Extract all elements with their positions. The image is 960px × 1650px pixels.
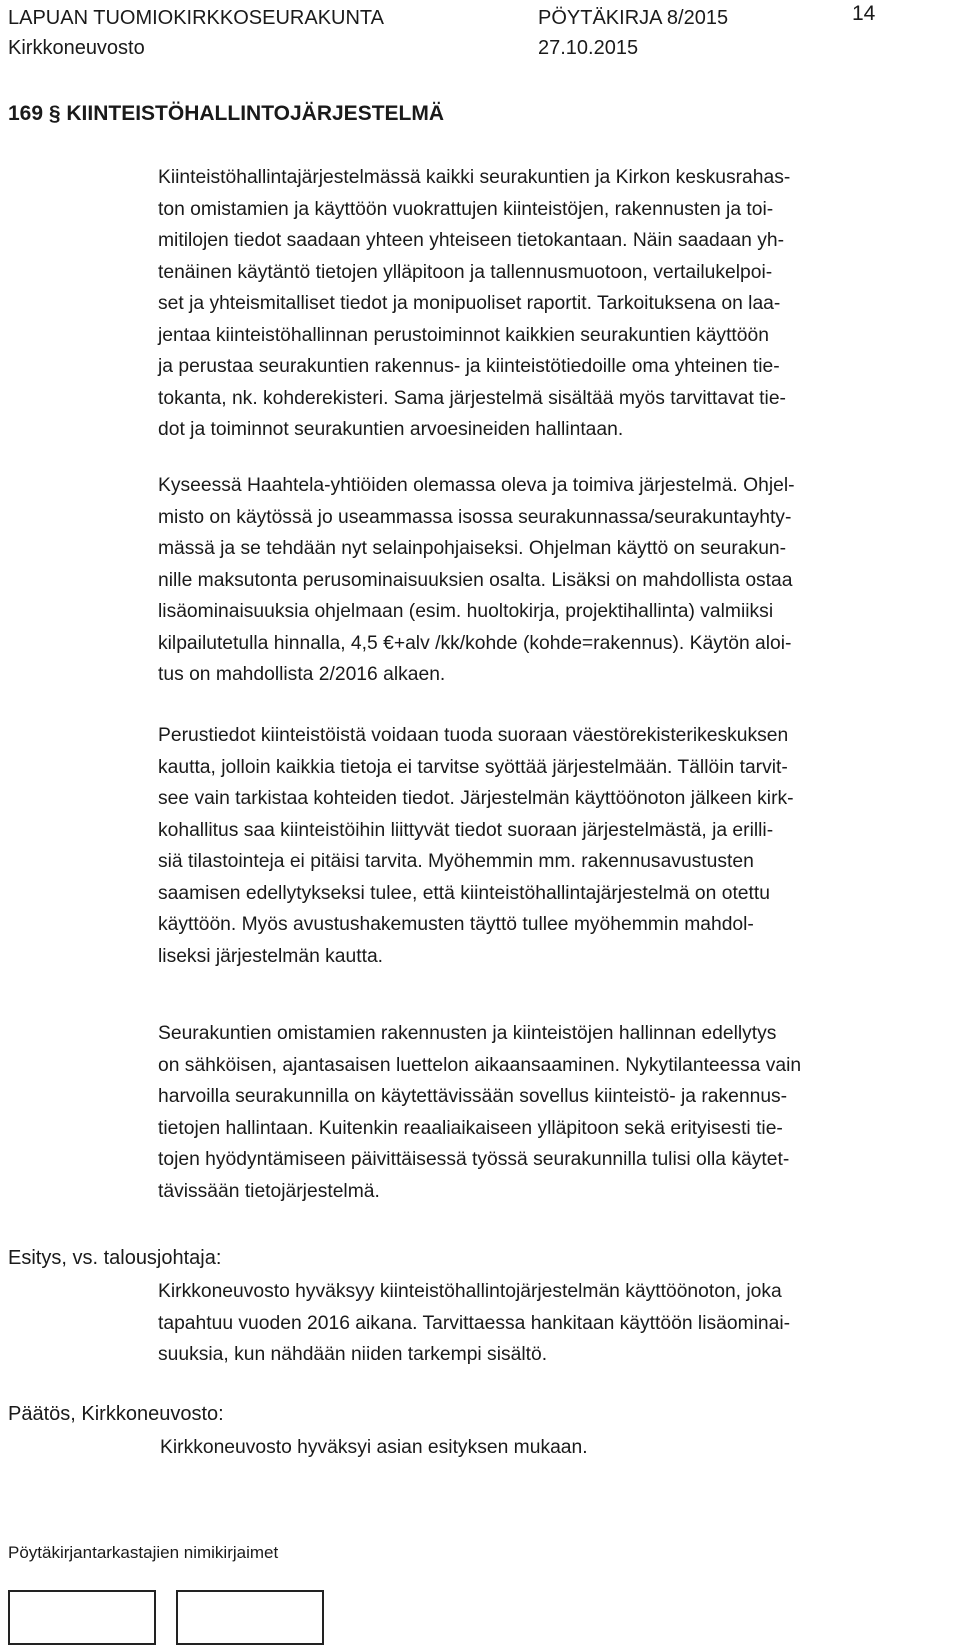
paragraph-line: lisäominaisuuksia ohjelmaan (esim. huoltokirja, projektihallinta) valmiiksi xyxy=(158,601,774,622)
proposal-text xyxy=(158,1276,948,1371)
paragraph-line: siä tilastointeja ei pitäisi tarvita. Myöhemmin mm. rakennusavustusten xyxy=(158,851,754,872)
header-body: Kirkkoneuvosto xyxy=(8,37,145,59)
paragraph-line: harvoilla seurakunnilla on käytettävissään sovellus kiinteistö- ja rakennus- xyxy=(158,1086,788,1107)
paragraph-line: saamisen edellytykseksi tulee, että kiinteistöhallintajärjestelmä on otettu xyxy=(158,882,770,904)
proposal-line: tapahtuu vuoden 2016 aikana. Tarvittaessa hankitaan käyttöön lisäominai- xyxy=(158,1312,791,1334)
paragraph-line: tenäinen käytäntö tietojen ylläpitoon ja tallennusmuotoon, vertailukelpoi- xyxy=(158,261,773,283)
paragraph-line: tokanta, nk. kohderekisteri. Sama järjestelmä sisältää myös tarvittavat tie- xyxy=(158,387,786,409)
paragraph-line: Seurakuntien omistamien rakennusten ja kiinteistöjen hallinnan edellytys xyxy=(158,1023,777,1044)
paragraph-line: mitilojen tiedot saadaan yhteen yhteiseen tietokantaan. Näin saadaan yh- xyxy=(158,230,784,251)
signature-box-2 xyxy=(176,1590,324,1645)
paragraph-line: Perustiedot kiinteistöistä voidaan tuoda suoraan väestörekisterikeskuksen xyxy=(158,725,789,746)
paragraph-line: mässä ja se tehdään nyt selainpohjaiseksi. Ohjelman käyttö on seurakun- xyxy=(158,538,787,559)
paragraph-line: kohallitus saa kiinteistöihin liittyvät tiedot suoraan järjestelmästä, ja erilli- xyxy=(158,819,774,841)
paragraph-line: kilpailutetulla hinnalla, 4,5 €+alv /kk/kohde (kohde=rakennus). Käytön aloi- xyxy=(158,632,792,654)
paragraph-line: Kyseessä Haahtela-yhtiöiden olemassa oleva ja toimiva järjestelmä. Ohjel- xyxy=(158,475,795,496)
paragraph-line: set ja yhteismitalliset tiedot ja monipuoliset raportit. Tarkoituksena on laa- xyxy=(158,293,781,314)
signature-label: Pöytäkirjantarkastajien nimikirjaimet xyxy=(8,1543,279,1562)
paragraph-line: kautta, jolloin kaikkia tietoja ei tarvitse syöttää järjestelmään. Tällöin tarvit- xyxy=(158,756,788,778)
paragraph-line: tietojen hallintaan. Kuitenkin reaaliaikaiseen ylläpitoon sekä erityisesti tie- xyxy=(158,1117,783,1139)
paragraph-line: nille maksutonta perusominaisuuksien osalta. Lisäksi on mahdollista ostaa xyxy=(158,569,793,591)
paragraph-line: see vain tarkistaa kohteiden tiedot. Järjestelmän käyttöönoton jälkeen kirk- xyxy=(158,788,794,809)
paragraph-line: ja perustaa seurakuntien rakennus- ja kiinteistötiedoille oma yhteinen tie- xyxy=(158,356,780,377)
header-document: PÖYTÄKIRJA 8/2015 xyxy=(538,7,729,29)
header-date: 27.10.2015 xyxy=(538,37,639,59)
paragraph-line: tus on mahdollista 2/2016 alkaen. xyxy=(158,664,446,685)
signature-box-1 xyxy=(8,1590,156,1645)
paragraph-3 xyxy=(158,720,948,972)
paragraph-line: tojen hyödyntämiseen päivittäisessä työssä seurakunnilla tulisi olla käytet- xyxy=(158,1149,790,1170)
paragraph-line: misto on käytössä jo useammassa isossa seurakunnassa/seurakuntayhty- xyxy=(158,506,792,528)
section-title: 169 § KIINTEISTÖHALLINTOJÄRJESTELMÄ xyxy=(8,102,445,125)
paragraph-line: Kiinteistöhallintajärjestelmässä kaikki seurakuntien ja Kirkon keskusrahas- xyxy=(158,167,791,188)
paragraph-line: dot ja toiminnot seurakuntien arvoesineiden hallintaan. xyxy=(158,419,624,440)
paragraph-line: liseksi järjestelmän kautta. xyxy=(158,945,384,967)
proposal-label: Esitys, vs. talousjohtaja: xyxy=(8,1247,222,1269)
decision-label: Päätös, Kirkkoneuvosto: xyxy=(8,1403,224,1425)
decision-line: Kirkkoneuvosto hyväksyi asian esityksen mukaan. xyxy=(160,1437,588,1458)
header-organization: LAPUAN TUOMIOKIRKKOSEURAKUNTA xyxy=(8,7,384,29)
paragraph-line: on sähköisen, ajantasaisen luettelon aikaansaaminen. Nykytilanteessa vain xyxy=(158,1054,802,1076)
paragraph-1 xyxy=(158,162,948,446)
paragraph-2 xyxy=(158,470,948,691)
paragraph-line: käyttöön. Myös avustushakemusten täyttö tullee myöhemmin mahdol- xyxy=(158,914,754,935)
proposal-line: Kirkkoneuvosto hyväksyy kiinteistöhallintojärjestelmän käyttöönoton, joka xyxy=(158,1281,782,1302)
page-number: 14 xyxy=(852,2,876,25)
decision-text xyxy=(160,1432,950,1464)
proposal-line: suuksia, kun nähdään niiden tarkempi sisältö. xyxy=(158,1344,548,1365)
paragraph-line: jentaa kiinteistöhallinnan perustoiminnot kaikkien seurakuntien käyttöön xyxy=(158,324,769,346)
paragraph-line: tävissään tietojärjestelmä. xyxy=(158,1180,380,1202)
paragraph-line: ton omistamien ja käyttöön vuokrattujen kiinteistöjen, rakennusten ja toi- xyxy=(158,198,774,220)
paragraph-4 xyxy=(158,1018,948,1207)
